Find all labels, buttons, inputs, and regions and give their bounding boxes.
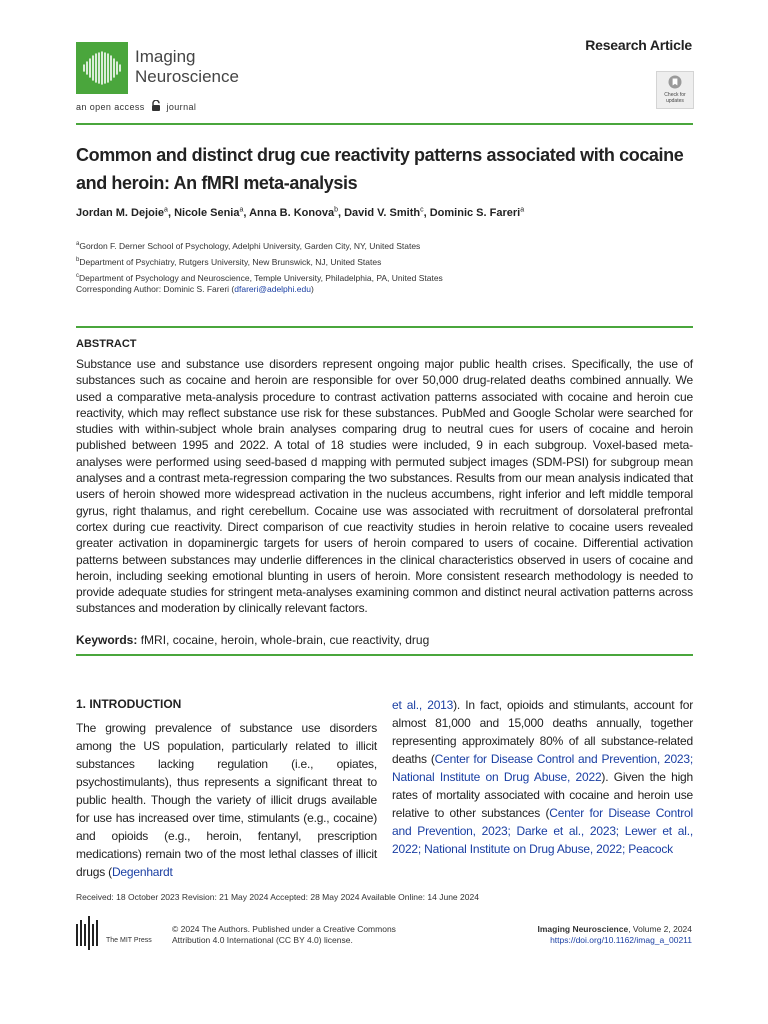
introduction-heading: 1. INTRODUCTION (76, 697, 182, 711)
citation-link[interactable]: et al., 2013 (392, 698, 454, 712)
introduction-column-right: et al., 2013). In fact, opioids and stimulants, account for almost 81,000 and 15,000 deaths annually, together representing approximately 80% of all substance-related deaths (Center for Disease Control and Prevention, 2023; National Institute on Drug Abuse, 2022). Given the high rates of mortality associated with cocaine and heroin use relative to other substances (Center for Disease Control and Prevention, 2023; Darke et al., 2023; Lewer et al., 2022; National Institute on Drug Abuse, 2022; Peacock (392, 698, 693, 856)
affiliation-list (76, 237, 443, 284)
author-list (76, 206, 524, 219)
affiliation: $^b$Department of Psychiatry, Rutgers University, New Brunswick, NJ, United States (76, 256, 382, 267)
author: David V. Smith$^c$, (344, 206, 430, 219)
author: Dominic S. Fareri$^a$ (429, 206, 525, 219)
citation-link[interactable]: Center for Disease Control and Prevention, 2023; Darke et al., 2023; Lewer et al., 2022; National Institute on Drug Abuse, 2022; Peacock (392, 806, 693, 856)
soundwave-icon (76, 42, 128, 94)
citation-link[interactable]: Center for Disease Control and Prevention, 2023; National Institute on Drug Abuse, 2022 (392, 752, 693, 784)
journal-citation (538, 924, 693, 946)
article-title: Common and distinct drug cue reactivity patterns associated with cocaine and heroin: An fMRI meta-analysis (76, 145, 684, 193)
abstract-text: Substance use and substance use disorders represent ongoing major public health crises. Specifically, the use of substances such as cocaine and heroin are responsible for over 50,000 drug-related deaths combined annually. We used a comparative meta-analysis procedure to contrast activation patterns associated with cocaine and heroin cue reactivity, which may reflect substance use risk for these substances. PubMed and Google Scholar were searched for studies with within-subject whole brain analyses comparing drug to neutral cues for users of cocaine and heroin published between 1995 and 2022. A total of 18 studies were included, 9 in each subgroup. Voxel-based meta-analyses were performed using seed-based d mapping with permuted subject images (SDM-PSI) for subgroup mean analyses and a contrast meta-regression comparing the two substances. Results from our mean analysis indicated that users of heroin showed more widespread activation in the nucleus accumbens, right inferior and left middle temporal gyrus, right thalamus, and right cerebellum. Cocaine use was associated with recruitment of dorsolateral prefrontal cortex during cue reactivity. Direct comparison of cue reactivity studies in heroin relative to cocaine users revealed greater activation in dopaminergic targets for users of heroin compared to users of cocaine. Differential activation patterns between substances may underlie differences in the clinical characteristics observed in users of cocaine and heroin, including seeking emotional blunting in users of heroin. More consistent research methodology is needed to provide adequate studies for stringent meta-analyses examining common and distinct neural activation patterns across substances and moderation by clinically relevant factors. (76, 357, 693, 616)
publisher-name: The MIT Press (106, 937, 152, 944)
journal-name (135, 47, 239, 87)
affiliation: $^a$Gordon F. Derner School of Psychology, Adelphi University, Garden City, NY, United States (76, 240, 421, 251)
abstract-divider-top (76, 326, 693, 328)
author: Jordan M. Dejoie$^a$, (76, 206, 175, 219)
crossmark-text (657, 92, 693, 104)
abstract-divider-bottom (76, 654, 693, 656)
corresponding-author: Corresponding Author: Dominic S. Fareri (dfareri@adelphi.edu) (76, 284, 314, 294)
journal-tagline (76, 100, 196, 112)
journal-logo (76, 42, 276, 112)
keywords-text: fMRI, cocaine, heroin, whole-brain, cue reactivity, drug (140, 633, 430, 647)
crossmark-icon (668, 75, 682, 89)
header-divider (76, 123, 693, 125)
journal-name-line1: Imaging (135, 47, 196, 66)
journal-volume: Imaging Neuroscience, Volume 2, 2024 (537, 924, 692, 934)
license-notice: © 2024 The Authors. Published under a Creative Commons Attribution 4.0 International (CC BY 4.0) license. (172, 924, 396, 945)
tagline-post: journal (166, 102, 197, 112)
tagline-pre: an open access (76, 102, 145, 112)
introduction-column-left: The growing prevalence of substance use disorders among the US population, particularly related to illicit substances lacking regulation (i.e., opiates, psychostimulants), thus represents a significant threat to public health. Though the variety of illicit drugs available for use has increased over time, stimulants (e.g., cocaine) and opioids (e.g., heroin, fentanyl, prescription medications) remain two of the most lethal classes of illicit drugs (Degenhardt (76, 721, 377, 879)
mit-press-icon (76, 916, 102, 950)
doi-link[interactable]: https://doi.org/10.1162/imag_a_00211 (550, 935, 692, 945)
check-for-updates-badge[interactable] (656, 71, 694, 109)
journal-logo-mark (76, 42, 128, 94)
article-type: Research Article (585, 37, 692, 53)
crossmark-line2: updates (666, 98, 684, 104)
keywords (76, 633, 429, 647)
affiliation: $^c$Department of Psychology and Neuroscience, Temple University, Philadelphia, PA, United States (76, 272, 443, 283)
keywords-label: Keywords: (76, 633, 138, 647)
author: Nicole Senia$^a$, (174, 206, 250, 219)
corresponding-email-link[interactable]: dfareri@adelphi.edu (234, 284, 311, 294)
journal-name-line2: Neuroscience (135, 67, 239, 86)
article-dates: Received: 18 October 2023 Revision: 21 May 2024 Accepted: 28 May 2024 Available Online: 14 June 2024 (76, 892, 479, 902)
mit-press-logo (76, 916, 166, 950)
lock-icon (150, 100, 162, 111)
author: Anna B. Konova$^b$, (249, 206, 345, 219)
citation-link[interactable]: Degenhardt (111, 865, 173, 879)
crossmark-line1: Check for (664, 92, 686, 98)
abstract-heading: ABSTRACT (76, 338, 137, 350)
